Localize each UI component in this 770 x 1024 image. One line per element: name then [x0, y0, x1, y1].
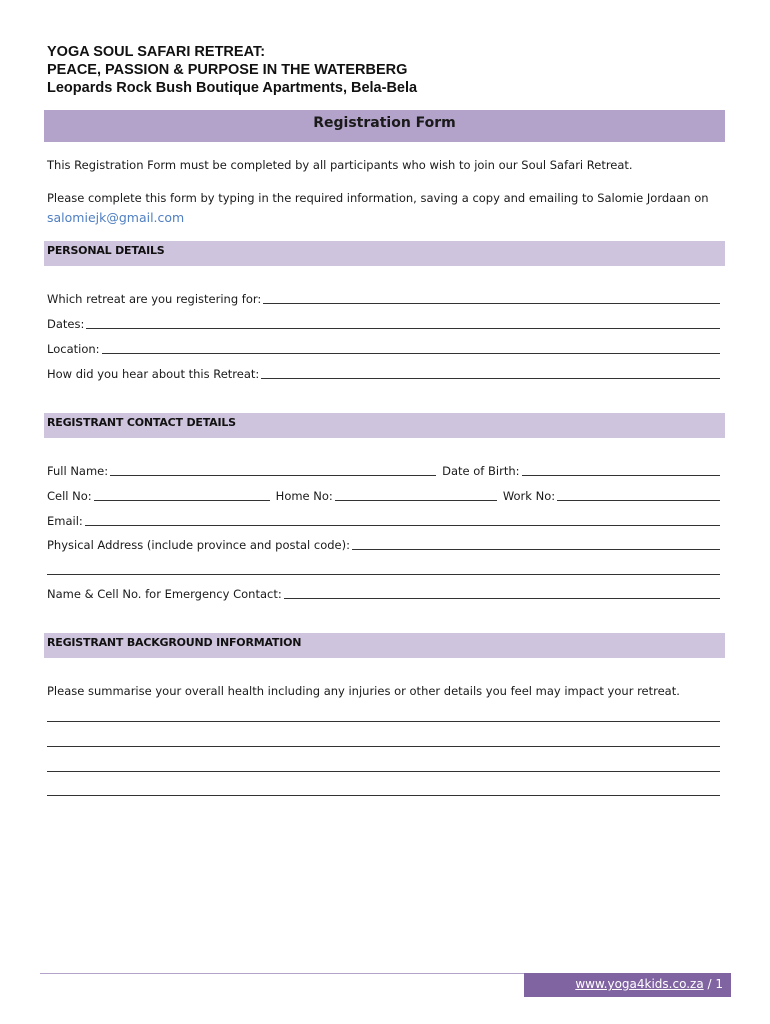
- section-personal-details: [44, 241, 725, 266]
- dates-field[interactable]: [47, 315, 720, 331]
- form-title-band: [44, 110, 725, 142]
- dates-input-line[interactable]: [86, 317, 720, 329]
- section-contact-details: [44, 413, 725, 438]
- footer-page-box: [524, 973, 731, 997]
- emergency-contact-label: Name & Cell No. for Emergency Contact:: [47, 587, 282, 601]
- cell-label: Cell No:: [47, 489, 92, 503]
- full-name-label: Full Name:: [47, 464, 109, 478]
- heard-about-field[interactable]: [47, 365, 720, 381]
- emergency-contact-input-line[interactable]: [284, 587, 720, 599]
- location-label: Location:: [47, 342, 100, 356]
- header-title: YOGA SOUL SAFARI RETREAT:: [47, 44, 266, 60]
- health-prompt: Please summarise your overall health including any injuries or other details you feel may impact your retreat.: [47, 684, 680, 698]
- health-answer-line-4[interactable]: [47, 795, 720, 796]
- document-header: [47, 43, 417, 97]
- retreat-input-line[interactable]: [263, 292, 720, 304]
- phone-numbers-row: [47, 487, 720, 503]
- address-label: Physical Address (include province and postal code):: [47, 538, 350, 552]
- contact-email-link[interactable]: salomiejk@gmail.com: [47, 210, 185, 225]
- section-personal-title: PERSONAL DETAILS: [47, 244, 165, 257]
- header-venue: Leopards Rock Bush Boutique Apartments, Bela-Bela: [47, 80, 418, 96]
- email-field[interactable]: [47, 512, 720, 528]
- emergency-contact-field[interactable]: [47, 585, 720, 601]
- location-input-line[interactable]: [102, 342, 720, 354]
- health-answer-line-2[interactable]: [47, 746, 720, 747]
- dob-input-line[interactable]: [522, 464, 721, 476]
- section-background-info: [44, 633, 725, 658]
- intro-line-1: This Registration Form must be completed by all participants who wish to join our Soul Safari Retreat.: [47, 158, 633, 172]
- intro-line-2: Please complete this form by typing in the required information, saving a copy and emailing to Salomie Jordaan on: [47, 191, 709, 205]
- health-answer-line-3[interactable]: [47, 771, 720, 772]
- health-answer-line-1[interactable]: [47, 721, 720, 722]
- email-input-line[interactable]: [85, 514, 720, 526]
- location-field[interactable]: [47, 340, 720, 356]
- work-label: Work No:: [502, 489, 556, 503]
- retreat-field[interactable]: [47, 290, 720, 306]
- retreat-label: Which retreat are you registering for:: [47, 292, 262, 306]
- dob-label: Date of Birth:: [442, 464, 520, 478]
- address-field[interactable]: [47, 536, 720, 552]
- address-input-line[interactable]: [352, 538, 720, 550]
- home-input-line[interactable]: [335, 489, 497, 501]
- footer-website-link[interactable]: www.yoga4kids.co.za: [575, 977, 704, 991]
- heard-about-input-line[interactable]: [261, 367, 720, 379]
- email-label: Email:: [47, 514, 83, 528]
- home-label: Home No:: [275, 489, 333, 503]
- full-name-input-line[interactable]: [110, 464, 436, 476]
- section-background-title: REGISTRANT BACKGROUND INFORMATION: [47, 636, 302, 649]
- address-continuation-line[interactable]: [47, 574, 720, 575]
- footer-page-number: / 1: [703, 977, 723, 991]
- cell-input-line[interactable]: [94, 489, 270, 501]
- dates-label: Dates:: [47, 317, 85, 331]
- header-subtitle: PEACE, PASSION & PURPOSE IN THE WATERBERG: [47, 62, 408, 78]
- footer-divider: [40, 973, 524, 974]
- name-dob-row: [47, 462, 720, 478]
- form-title: Registration Form: [313, 115, 456, 131]
- section-contact-title: REGISTRANT CONTACT DETAILS: [47, 416, 236, 429]
- heard-about-label: How did you hear about this Retreat:: [47, 367, 260, 381]
- work-input-line[interactable]: [557, 489, 720, 501]
